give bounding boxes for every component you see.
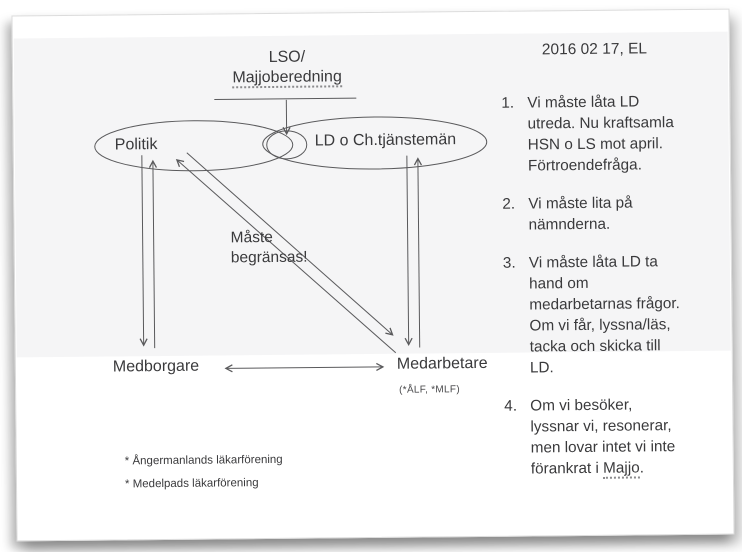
ellipse-intersection (267, 131, 307, 159)
diagram-title (209, 47, 365, 88)
note-number: 2. (502, 195, 516, 213)
medarbetare-abbreviation-note: (*ÅLF, *MLF) (399, 384, 461, 396)
arrow-medborgare-to-politik (153, 161, 155, 348)
notes-list (501, 91, 715, 497)
node-ld-label: LD o Ch.tjänstemän (314, 131, 457, 150)
note-item (501, 91, 712, 177)
footnote-item: * Ångermanlands läkarförening (124, 453, 283, 468)
note-item (504, 394, 715, 480)
note-text: Vi måste lita på nämnderna. (528, 194, 633, 234)
date-label: 2016 02 17, EL (541, 40, 648, 59)
note-text: Om vi besöker, lyssnar vi, resonerar, men lovar intet vi inte förankrat i Majjo. (530, 396, 676, 478)
note-text: Vi måste låta LD ta hand om medarbetarnas frågor. Om vi får, lyssna/läs, tacka och skicka till LD. (528, 253, 680, 377)
diagram-title-line2: Majjoberedning (232, 68, 342, 87)
node-politik-label: Politik (114, 136, 158, 154)
node-medborgare-label: Medborgare (112, 357, 200, 376)
note-number: 3. (502, 254, 516, 272)
scanned-note-page (11, 9, 734, 542)
note-number: 1. (501, 94, 515, 112)
note-item (503, 251, 714, 379)
diagram-title-line1: LSO/ (268, 48, 306, 66)
footnote-item: * Medelpads läkarförening (124, 477, 259, 491)
arrow-medborgare-medarbetare (226, 367, 383, 369)
note-text: Vi måste låta LD utreda. Nu kraftsamla HSN o LS mot april. Förtroendefråga. (527, 93, 674, 175)
note-item (502, 192, 712, 236)
footnotes (125, 454, 283, 502)
node-medarbetare-label: Medarbetare (396, 354, 488, 373)
arrow-politik-to-medborgare (142, 155, 144, 345)
note-number: 4. (504, 397, 518, 415)
annotation-maste-begransas: Måste begränsas! (230, 228, 308, 267)
arrow-medarbetare-to-ld (418, 159, 420, 348)
title-base-line (214, 98, 356, 99)
arrow-ld-to-medarbetare (407, 156, 409, 345)
